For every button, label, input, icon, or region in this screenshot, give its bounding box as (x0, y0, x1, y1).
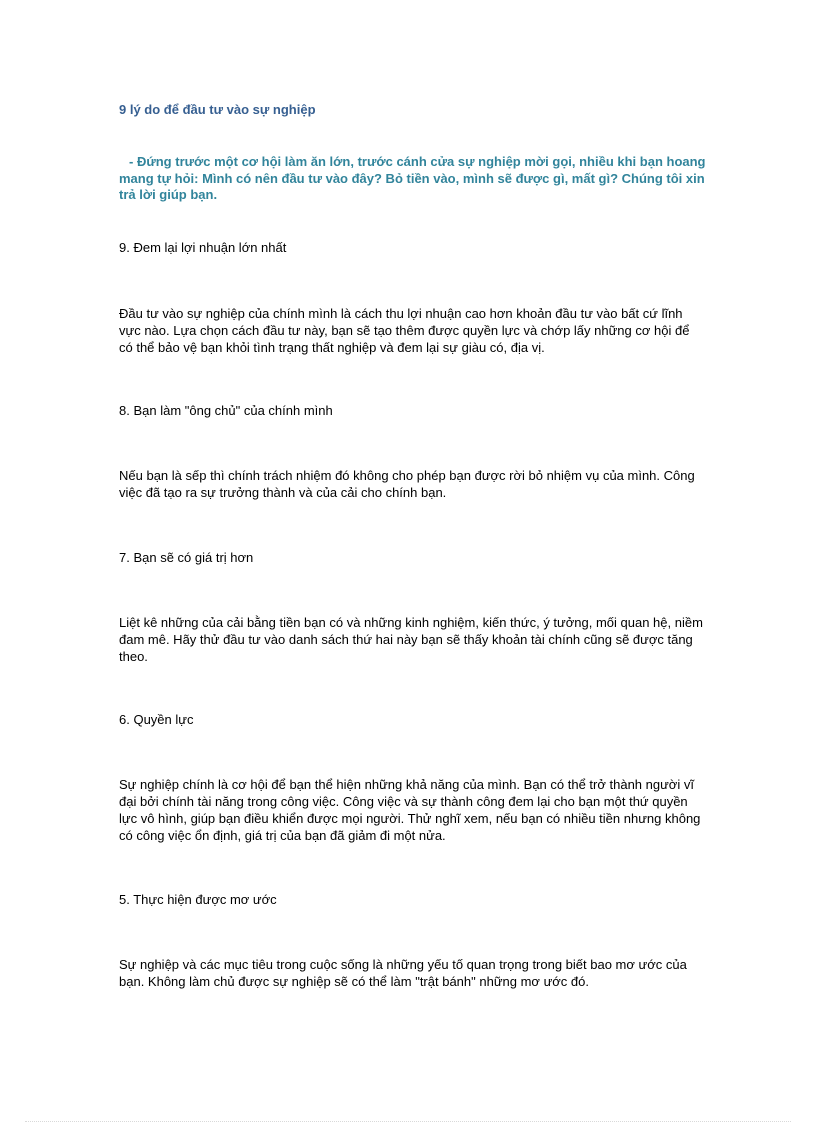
page-bottom-rule (25, 1121, 791, 1122)
section-body-5: Sự nghiệp và các mục tiêu trong cuộc sống là những yếu tố quan trọng trong biết bao mơ ước của bạn. Không làm chủ được sự nghiệp sẽ có thể làm "trật bánh" những mơ ước đó. (119, 957, 687, 989)
section-heading-7: 7. Bạn sẽ có giá trị hơn (119, 550, 254, 565)
section-body-6: Sự nghiệp chính là cơ hội để bạn thể hiện những khả năng của mình. Bạn có thể trở thành người vĩ đại bởi chính tài năng trong công việc. Công việc và sự thành công đem lại cho bạn một thứ quyền lực vô hình, giúp bạn điều khiển được mọi người. Thử nghĩ xem, nếu bạn có nhiều tiền nhưng không có công việc ổn định, giá trị của bạn đã giảm đi một nửa. (119, 777, 701, 843)
intro-text: - Đứng trước một cơ hội làm ăn lớn, trước cánh cửa sự nghiệp mời gọi, nhiều khi bạn hoang mang tự hỏi: Mình có nên đầu tư vào đây? Bỏ tiền vào, mình sẽ được gì, mất gì? Chúng tôi xin trả lời giúp bạn. (119, 154, 706, 202)
document-title: 9 lý do để đầu tư vào sự nghiệp (119, 102, 316, 117)
section-body-8: Nếu bạn là sếp thì chính trách nhiệm đó không cho phép bạn được rời bỏ nhiệm vụ của mình. Công việc đã tạo ra sự trưởng thành và của cải cho chính bạn. (119, 468, 695, 500)
section-heading-8: 8. Bạn làm "ông chủ" của chính mình (119, 403, 333, 418)
section-heading-9: 9. Đem lại lợi nhuận lớn nhất (119, 240, 287, 255)
section-heading-5: 5. Thực hiện được mơ ước (119, 892, 277, 907)
section-body-7: Liệt kê những của cải bằng tiền bạn có và những kinh nghiệm, kiến thức, ý tưởng, mối quan hệ, niềm đam mê. Hãy thử đầu tư vào danh sách thứ hai này bạn sẽ thấy khoản tài chính cũng sẽ được tăng theo. (119, 615, 703, 664)
intro-paragraph (119, 154, 709, 204)
section-body-9: Đầu tư vào sự nghiệp của chính mình là cách thu lợi nhuận cao hơn khoản đầu tư vào bất cứ lĩnh vực nào. Lựa chọn cách đầu tư này, bạn sẽ tạo thêm được quyền lực và chớp lấy những cơ hội để có thể bảo vệ bạn khỏi tình trạng thất nghiệp và đem lại sự giàu có, địa vị. (119, 306, 690, 355)
section-heading-6: 6. Quyền lực (119, 712, 194, 727)
